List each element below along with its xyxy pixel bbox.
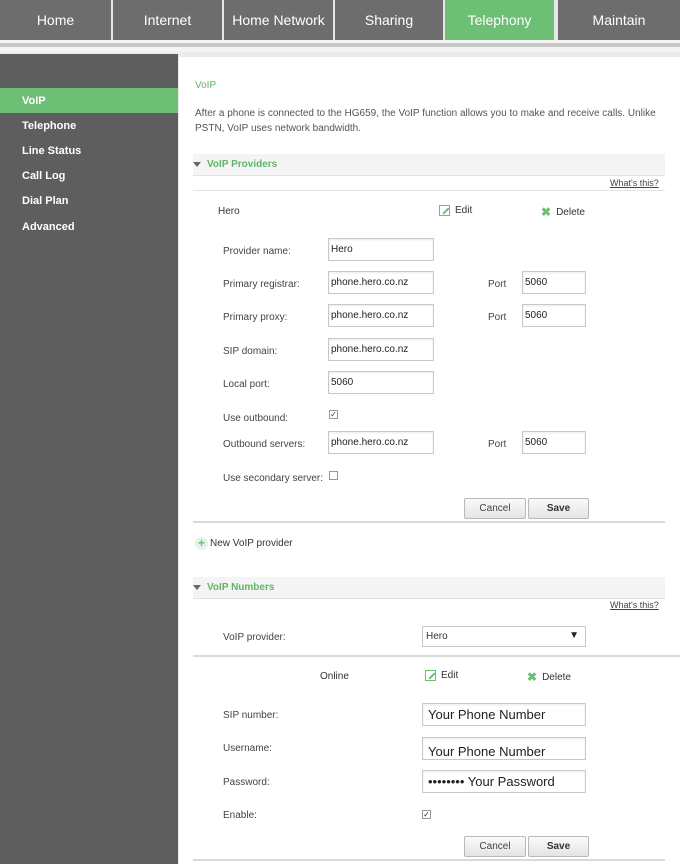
voip-provider-label: VoIP provider:	[223, 632, 286, 643]
page-title: VoIP	[195, 80, 217, 91]
outbound-servers-input[interactable]: phone.hero.co.nz	[328, 431, 434, 454]
primary-registrar-input[interactable]: phone.hero.co.nz	[328, 271, 434, 294]
voip-provider-select[interactable]	[422, 626, 586, 647]
provider-edit-button[interactable]	[439, 205, 472, 216]
sidebar-item-voip[interactable]: VoIP	[0, 88, 178, 113]
outbound-port-input[interactable]: 5060	[522, 431, 586, 454]
sidebar-item-telephone[interactable]: Telephone	[22, 119, 77, 132]
nav-divider	[0, 40, 680, 52]
voip-numbers-title: VoIP Numbers	[207, 582, 275, 593]
whats-this-link[interactable]: What's this?	[610, 178, 659, 188]
use-outbound-checkbox[interactable]: ✓	[330, 410, 337, 419]
top-navigation	[0, 0, 680, 40]
primary-proxy-input[interactable]: phone.hero.co.nz	[328, 304, 434, 327]
collapse-triangle-icon	[193, 162, 201, 167]
sip-domain-input[interactable]: phone.hero.co.nz	[328, 338, 434, 361]
tab-home[interactable]: Home	[0, 0, 113, 40]
outbound-servers-label: Outbound servers:	[223, 439, 306, 450]
delete-x-icon: ✖	[527, 670, 538, 684]
port-label: Port	[488, 312, 507, 323]
port-label: Port	[488, 439, 507, 450]
sip-number-input[interactable]: Your Phone Number	[422, 703, 586, 726]
port-label: Port	[488, 279, 507, 290]
divider	[193, 521, 665, 523]
edit-label: Edit	[441, 670, 459, 681]
whats-this-link[interactable]: What's this?	[610, 600, 659, 610]
dropdown-arrow-icon: ▼	[569, 630, 579, 641]
registrar-port-input[interactable]: 5060	[522, 271, 586, 294]
proxy-port-input[interactable]: 5060	[522, 304, 586, 327]
page-description: After a phone is connected to the HG659, the VoIP function allows you to make and receive calls. Unlike PSTN, VoIP uses network bandwidth.	[195, 108, 656, 134]
divider	[193, 190, 665, 191]
number-edit-button[interactable]	[425, 670, 458, 681]
delete-label: Delete	[542, 671, 571, 683]
sip-number-label: SIP number:	[223, 710, 279, 721]
sip-domain-label: SIP domain:	[223, 346, 278, 357]
tab-home-network[interactable]: Home Network	[224, 0, 335, 40]
voip-provider-selected: Hero	[426, 631, 448, 642]
primary-registrar-label: Primary registrar:	[223, 279, 300, 290]
password-input[interactable]: •••••••• Your Password	[422, 770, 586, 793]
provider-cancel-button[interactable]: Cancel	[464, 498, 526, 519]
number-delete-button[interactable]	[527, 670, 571, 684]
password-label: Password:	[223, 777, 270, 788]
voip-numbers-header[interactable]	[193, 577, 665, 599]
enable-label: Enable:	[223, 810, 257, 821]
delete-x-icon: ✖	[541, 205, 552, 219]
pencil-icon	[425, 670, 436, 681]
sidebar-item-advanced[interactable]: Advanced	[22, 220, 75, 233]
divider	[193, 859, 665, 861]
number-status: Online	[320, 671, 349, 682]
collapse-triangle-icon	[193, 585, 201, 590]
provider-delete-button[interactable]	[541, 205, 585, 219]
username-label: Username:	[223, 743, 272, 754]
plus-icon: +	[195, 537, 208, 550]
local-port-input[interactable]: 5060	[328, 371, 434, 394]
sidebar-item-line-status[interactable]: Line Status	[22, 144, 82, 157]
provider-name-display: Hero	[218, 206, 240, 217]
main-panel	[179, 57, 680, 864]
voip-providers-title: VoIP Providers	[207, 159, 278, 170]
sidebar	[0, 54, 178, 864]
enable-checkbox[interactable]: ✓	[423, 810, 430, 819]
divider	[193, 655, 680, 657]
number-save-button[interactable]: Save	[528, 836, 589, 857]
new-voip-provider-link[interactable]	[195, 537, 293, 550]
use-secondary-server-label: Use secondary server:	[223, 473, 324, 484]
new-voip-provider-label: New VoIP provider	[210, 538, 293, 549]
sidebar-item-dial-plan[interactable]: Dial Plan	[22, 194, 69, 207]
number-cancel-button[interactable]: Cancel	[464, 836, 526, 857]
edit-label: Edit	[455, 205, 473, 216]
username-input[interactable]: Your Phone Number	[422, 737, 586, 760]
provider-name-input[interactable]: Hero	[328, 238, 434, 261]
delete-label: Delete	[556, 206, 585, 218]
tab-maintain[interactable]: Maintain	[556, 0, 680, 40]
tab-telephony[interactable]: Telephony	[445, 0, 556, 40]
sidebar-item-call-log[interactable]: Call Log	[22, 169, 66, 182]
tab-sharing[interactable]: Sharing	[335, 0, 445, 40]
use-outbound-label: Use outbound:	[223, 413, 289, 424]
provider-name-label: Provider name:	[223, 246, 291, 257]
tab-internet[interactable]: Internet	[113, 0, 224, 40]
local-port-label: Local port:	[223, 379, 270, 390]
use-secondary-server-checkbox[interactable]	[329, 471, 338, 480]
voip-providers-header[interactable]	[193, 154, 665, 176]
primary-proxy-label: Primary proxy:	[223, 312, 288, 323]
provider-save-button[interactable]: Save	[528, 498, 589, 519]
pencil-icon	[439, 205, 450, 216]
